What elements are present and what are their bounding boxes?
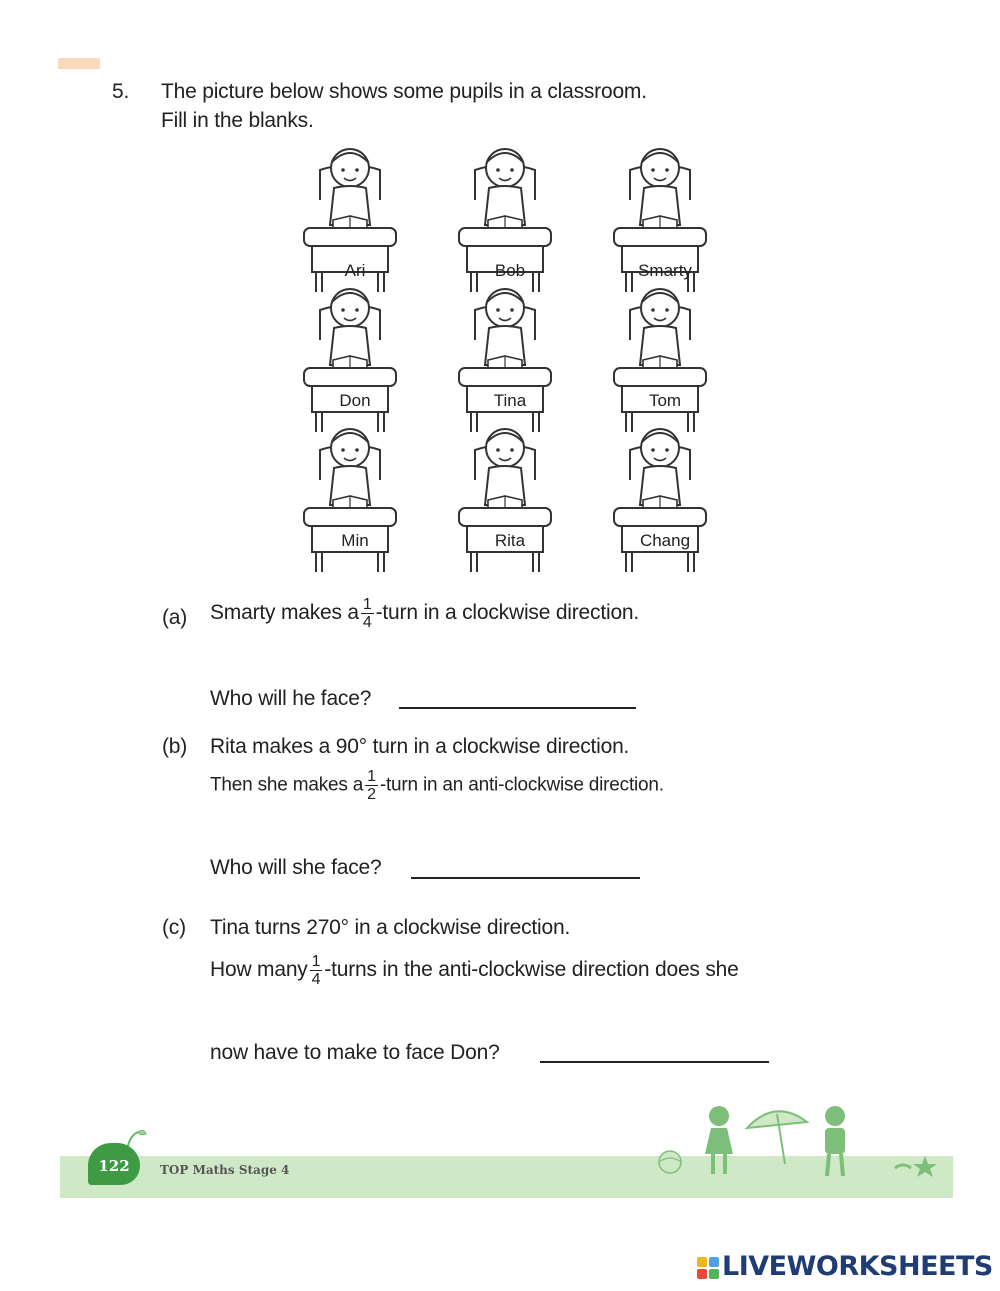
part-a-label: (a) xyxy=(162,606,188,629)
question-number: 5. xyxy=(112,80,130,103)
pupil-bob xyxy=(459,149,551,292)
part-b-line2: Then she makes a $\frac{1}{2}$ -turn in an anti-clockwise direction. xyxy=(210,768,664,803)
pupil-don xyxy=(304,289,396,432)
svg-text:Ari: Ari xyxy=(344,261,366,280)
boy-figure-icon xyxy=(825,1106,845,1176)
girl-figure-icon xyxy=(705,1106,733,1174)
svg-text:Tina: Tina xyxy=(493,391,527,410)
part-c-answer-blank[interactable] xyxy=(540,1061,769,1063)
beach-ball-icon xyxy=(659,1151,681,1173)
pupil-tom xyxy=(614,289,706,432)
part-b-label: (b) xyxy=(162,735,188,758)
svg-text:Tom: Tom xyxy=(648,391,682,410)
svg-text:Rita: Rita xyxy=(494,531,526,550)
umbrella-icon xyxy=(747,1111,807,1164)
pupil-rita xyxy=(459,429,551,572)
question-intro-line1: The picture below shows some pupils in a classroom. xyxy=(161,80,647,103)
pupil-chang xyxy=(614,429,706,572)
part-c-line3: now have to make to face Don? xyxy=(210,1041,500,1064)
pupil-tina xyxy=(459,289,551,432)
svg-text:Bob: Bob xyxy=(494,261,526,280)
fraction-one-quarter-c: $\frac{1}{4}$ xyxy=(311,953,321,988)
part-b-answer-blank[interactable] xyxy=(411,877,640,879)
pupil-min xyxy=(304,429,396,572)
part-c-line1: Tina turns 270° in a clockwise direction. xyxy=(210,916,571,939)
book-title: TOP Maths Stage 4 xyxy=(160,1163,290,1177)
starfish-icon xyxy=(895,1156,937,1177)
classroom-illustration xyxy=(300,140,720,585)
part-c-label: (c) xyxy=(162,916,186,939)
pupil-ari xyxy=(304,149,396,292)
part-c-line2: How many $\frac{1}{4}$ -turns in the anti-clockwise direction does she xyxy=(210,953,739,988)
pupil-smarty xyxy=(614,149,706,292)
page-number-badge: 122 xyxy=(88,1143,140,1185)
corner-tab xyxy=(58,58,100,69)
svg-text:Smarty: Smarty xyxy=(638,261,692,280)
question-intro-line2: Fill in the blanks. xyxy=(161,109,314,132)
liveworksheets-brand: LIVEWORKSHEETS xyxy=(722,1251,993,1282)
svg-text:Don: Don xyxy=(339,391,371,410)
svg-text:Min: Min xyxy=(341,531,369,550)
part-b-line1: Rita makes a 90° turn in a clockwise direction. xyxy=(210,735,630,758)
part-b-question: Who will she face? xyxy=(210,856,382,879)
fraction-one-quarter: $\frac{1}{4}$ xyxy=(362,596,372,631)
part-a-answer-blank[interactable] xyxy=(399,707,636,709)
beach-decoration xyxy=(655,1098,945,1188)
fraction-one-half: $\frac{1}{2}$ xyxy=(367,768,376,803)
liveworksheets-logo-icon xyxy=(697,1257,719,1279)
part-a-line1: Smarty makes a $\frac{1}{4}$ -turn in a clockwise direction. xyxy=(210,596,640,631)
part-a-question: Who will he face? xyxy=(210,687,372,710)
svg-text:Chang: Chang xyxy=(639,531,691,550)
